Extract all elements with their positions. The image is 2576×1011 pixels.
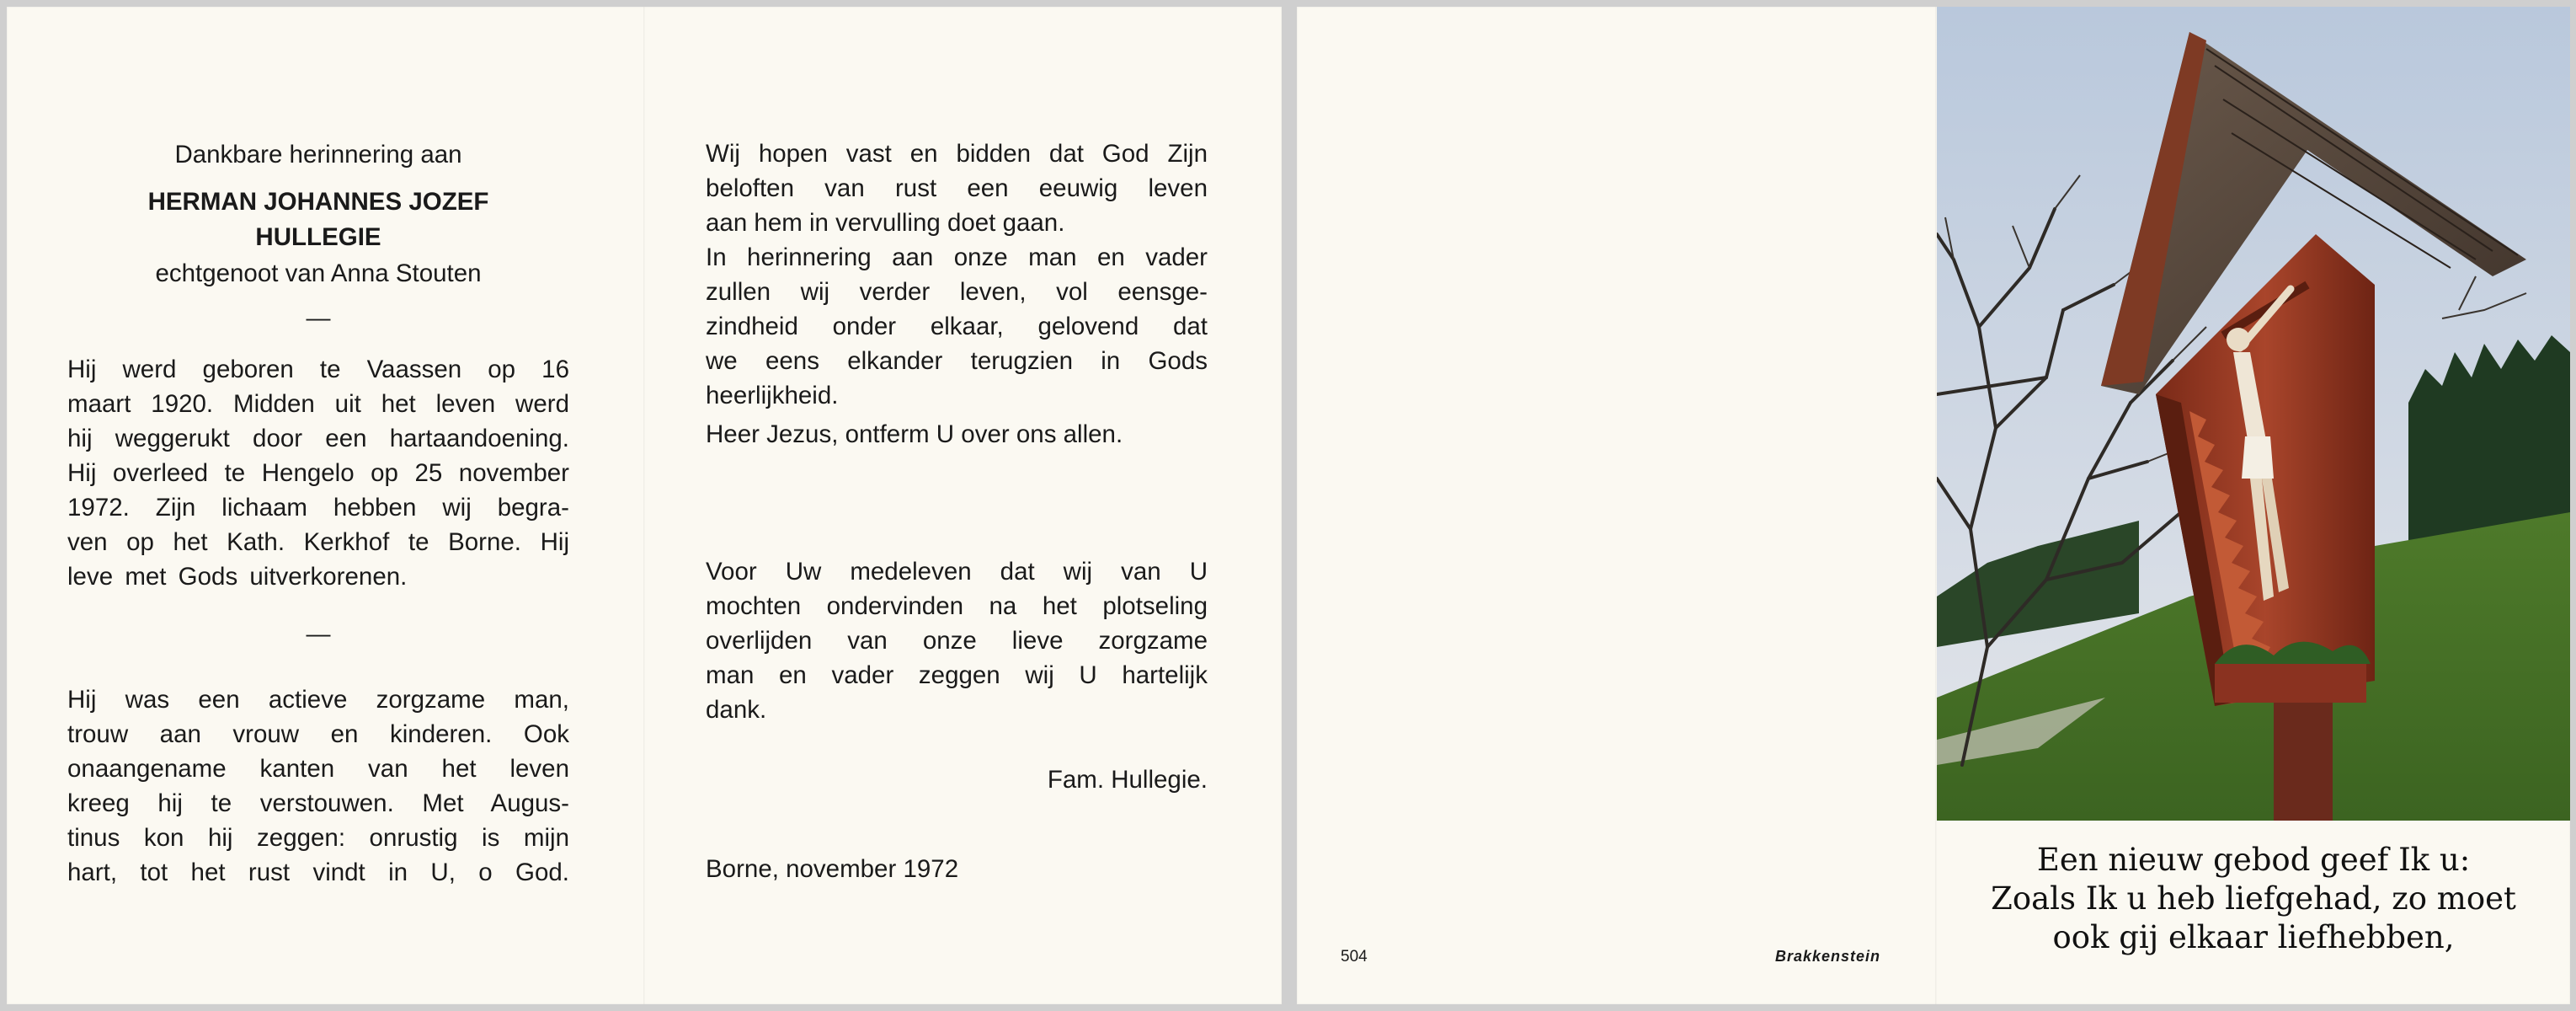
separator-dash: — — [306, 305, 331, 332]
biography-paragraph — [67, 352, 569, 594]
spouse-text: echtgenoot van Anna Stouten — [155, 259, 482, 287]
front-cover-panel — [1937, 7, 2570, 1004]
prayer-line: we eens elkander terugzien in Gods — [706, 347, 1208, 375]
character-line: hart, tot het rust vindt in U, o God. — [67, 859, 569, 886]
bio-line: ven op het Kath. Kerkhof te Borne. Hij — [67, 528, 569, 556]
verse-line: Een nieuw gebod geef Ik u: — [2036, 842, 2471, 878]
separator-dash: — — [306, 621, 331, 648]
wayside-crucifix-photo — [1937, 7, 2570, 821]
thanks-line: overlijden van onze lieve zorgzame — [706, 627, 1208, 655]
character-line: onaangename kanten van het leven — [67, 755, 569, 783]
back-cover-panel — [1297, 7, 1935, 1004]
thanks-line: man en vader zeggen wij U hartelijk — [706, 661, 1208, 689]
family-signoff: Fam. Hullegie. — [1047, 766, 1208, 794]
prayer-line: Wij hopen vast en bidden dat God Zijn — [706, 140, 1208, 168]
thanks-line: dank. — [706, 696, 767, 724]
prayer-line: Heer Jezus, ontferm U over ons allen. — [706, 420, 1123, 448]
bio-line: hij weggerukt door een hartaandoening. — [67, 425, 569, 452]
bio-line: 1972. Zijn lichaam hebben wij begra- — [67, 494, 569, 522]
prayer-line: beloften van rust een eeuwig leven — [706, 174, 1208, 202]
deceased-name — [66, 185, 571, 255]
character-line: tinus kon hij zeggen: onrustig is mijn — [67, 824, 569, 852]
name-line-1: HERMAN JOHANNES JOZEF — [147, 188, 489, 216]
thanks-line: Voor Uw medeleven dat wij van U — [706, 558, 1208, 586]
bio-line: Hij overleed te Hengelo op 25 november — [67, 459, 569, 487]
bio-line: maart 1920. Midden uit het leven werd — [67, 390, 569, 418]
thanks-paragraph — [706, 554, 1208, 727]
intro-text: Dankbare herinnering aan — [174, 141, 462, 168]
character-line: Hij was een actieve zorgzame man, — [67, 686, 569, 714]
prayer-line: zindheid onder elkaar, gelovend dat — [706, 313, 1208, 340]
wayside-crucifix-illustration — [1937, 7, 2570, 821]
publisher-mark: Brakkenstein — [1775, 948, 1881, 965]
inner-right-panel — [645, 7, 1282, 1004]
character-line: kreeg hij te verstouwen. Met Augus- — [67, 789, 569, 817]
memorial-card-inside — [7, 7, 1282, 1004]
prayer-line: heerlijkheid. — [706, 382, 839, 409]
print-number: 504 — [1341, 948, 1368, 966]
thanks-line: mochten ondervinden na het plotseling — [706, 592, 1208, 620]
verse-line: Zoals Ik u heb liefgehad, zo moet — [1991, 880, 2516, 917]
scripture-verse — [1937, 841, 2570, 957]
bio-line: Hij werd geboren te Vaassen op 16 — [67, 356, 569, 383]
character-line: trouw aan vrouw en kinderen. Ook — [67, 720, 569, 748]
inner-left-panel — [7, 7, 643, 1004]
prayer-line: zullen wij verder leven, vol eensge- — [706, 278, 1208, 306]
character-paragraph — [67, 682, 569, 890]
name-line-2: HULLEGIE — [255, 223, 381, 251]
prayer-line: aan hem in vervulling doet gaan. — [706, 209, 1065, 237]
verse-line: ook gij elkaar liefhebben, — [2052, 919, 2455, 955]
prayer-line: In herinnering aan onze man en vader — [706, 243, 1208, 271]
place-and-date: Borne, november 1972 — [706, 855, 959, 883]
bio-line: leve met Gods uitverkorenen. — [67, 563, 408, 591]
prayer-paragraph — [706, 136, 1208, 452]
memorial-card-outside — [1297, 7, 2570, 1004]
